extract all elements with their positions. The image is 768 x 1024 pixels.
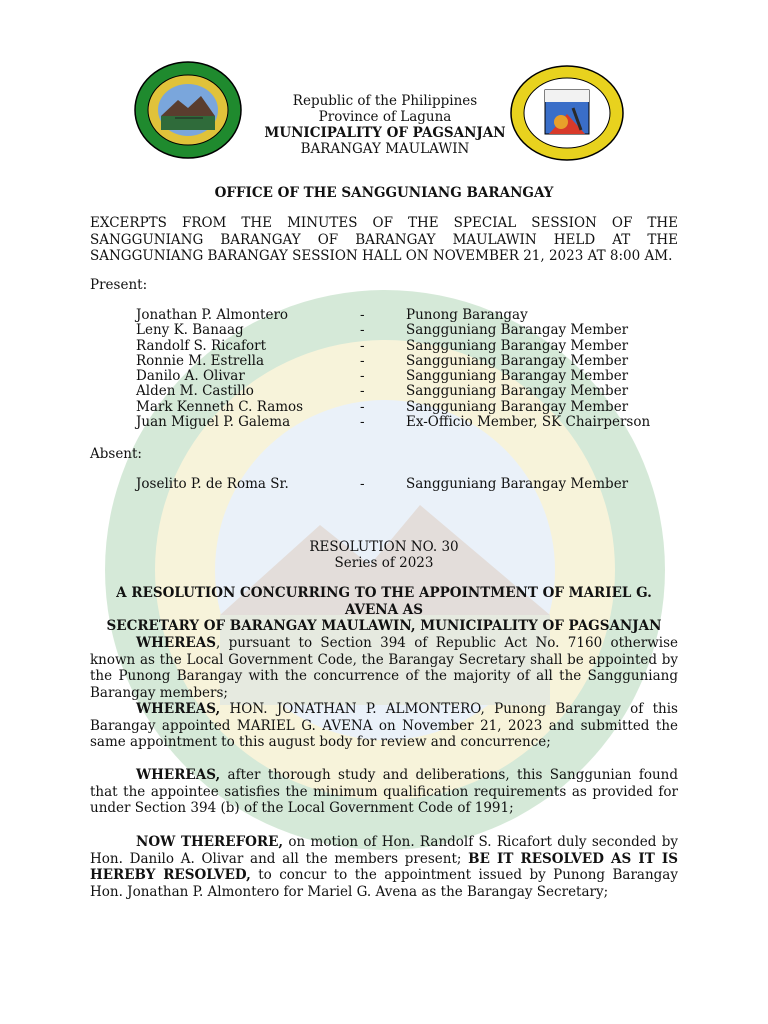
now-therefore-lead: NOW THEREFORE,: [136, 834, 284, 850]
attendee-row: [136, 369, 676, 384]
whereas-text: HON. JONATHAN P. ALMONTERO, Punong Barangay of this Barangay appointed MARIEL G. AVENA on November 21, 2023 and submitted the same appointment to this august body for review and concurrence;: [90, 701, 678, 751]
absent-list: [136, 477, 676, 492]
resolution-number: [90, 539, 678, 571]
separator-dash: -: [360, 337, 365, 354]
attendee-name: Mark Kenneth C. Ramos: [136, 398, 304, 415]
resolution-no: RESOLUTION NO. 30: [309, 539, 459, 555]
resolved-phrase: BE IT RESOLVED AS IT IS HEREBY RESOLVED,: [90, 850, 678, 884]
attendee-name: Ronnie M. Estrella: [136, 352, 265, 369]
attendee-row: [136, 477, 676, 492]
separator-dash: -: [360, 352, 365, 369]
minutes-excerpt: EXCERPTS FROM THE MINUTES OF THE SPECIAL SESSION OF THE SANGGUNIANG BARANGAY OF BARANGAY MAULAWIN HELD AT THE SANGGUNIANG BARANGAY SESSION HALL ON NOVEMBER 21, 2023 AT 8:00 AM.: [90, 215, 678, 265]
attendee-name: Jonathan P. Almontero: [136, 307, 289, 323]
separator-dash: -: [360, 383, 365, 400]
attendee-position: Sangguniang Barangay Member: [406, 352, 629, 369]
resolution-series: Series of 2023: [334, 555, 434, 571]
attendee-name: Alden M. Castillo: [136, 383, 254, 400]
whereas-lead: WHEREAS: [136, 635, 216, 651]
whereas-clause-3: [90, 767, 678, 817]
absent-label: Absent:: [90, 446, 142, 462]
barangay-maulawin-seal: [133, 60, 243, 160]
attendee-position: Sangguniang Barangay Member: [406, 322, 629, 339]
attendee-name: Danilo A. Olivar: [136, 368, 245, 385]
present-list: [136, 308, 676, 430]
separator-dash: -: [360, 368, 365, 385]
attendee-position: Sangguniang Barangay Member: [406, 368, 629, 385]
attendee-row: [136, 384, 676, 399]
municipality-line: MUNICIPALITY OF PAGSANJAN: [264, 125, 506, 141]
separator-dash: -: [360, 398, 365, 415]
separator-dash: -: [360, 322, 365, 339]
resolution-title-line-2: SECRETARY OF BARANGAY MAULAWIN, MUNICIPALITY OF PAGSANJAN: [106, 618, 662, 635]
attendee-name: Randolf S. Ricafort: [136, 337, 267, 354]
attendee-row: [136, 308, 676, 323]
letterhead: [230, 93, 540, 157]
whereas-text: , pursuant to Section 394 of Republic Act No. 7160 otherwise known as the Local Government Code, the Barangay Secretary shall be appointed by the Punong Barangay with the concurrence of the majority of all the Sangguniang Barangay members;: [90, 635, 678, 701]
whereas-lead: WHEREAS,: [136, 701, 221, 717]
attendee-position: Punong Barangay: [406, 307, 528, 323]
whereas-clause-1: [90, 635, 678, 701]
attendee-name: Juan Miguel P. Galema: [136, 414, 291, 431]
attendee-position: Sangguniang Barangay Member: [406, 337, 629, 354]
motion-text: on motion of Hon. Randolf S. Ricafort duly seconded by Hon. Danilo A. Olivar and all the members present;: [90, 834, 678, 867]
attendee-row: [136, 354, 676, 369]
resolution-title-line-1: A RESOLUTION CONCURRING TO THE APPOINTMENT OF MARIEL G. AVENA AS: [116, 585, 652, 618]
whereas-text: after thorough study and deliberations, this Sanggunian found that the appointee satisfies the minimum qualification requirements as provided for under Section 394 (b) of the Local Government Code of 1991;: [90, 767, 678, 817]
attendee-name: Joselito P. de Roma Sr.: [136, 476, 289, 492]
separator-dash: -: [360, 414, 365, 431]
resolved-clause: [90, 834, 678, 900]
attendee-position: Sangguniang Barangay Member: [406, 398, 629, 415]
separator-dash: -: [360, 307, 365, 323]
province-line: Province of Laguna: [318, 109, 452, 125]
resolution-title: [90, 585, 678, 635]
present-label: Present:: [90, 277, 148, 293]
attendee-row: [136, 339, 676, 354]
whereas-lead: WHEREAS,: [136, 767, 221, 783]
republic-line: Republic of the Philippines: [292, 93, 478, 109]
concurrence-text: to concur to the appointment issued by Punong Barangay Hon. Jonathan P. Almontero for Mariel G. Avena as the Barangay Secretary;: [90, 867, 678, 900]
office-heading: OFFICE OF THE SANGGUNIANG BARANGAY: [214, 185, 554, 201]
whereas-clause-2: [90, 701, 678, 751]
attendee-row: [136, 415, 676, 430]
attendee-position: Sangguniang Barangay Member: [406, 383, 629, 400]
separator-dash: -: [360, 476, 365, 492]
attendee-row: [136, 400, 676, 415]
barangay-line: BARANGAY MAULAWIN: [300, 141, 470, 157]
attendee-position: Sangguniang Barangay Member: [406, 476, 629, 492]
attendee-position: Ex-Officio Member, SK Chairperson: [406, 414, 651, 431]
attendee-row: [136, 323, 676, 338]
attendee-name: Leny K. Banaag: [136, 322, 244, 339]
